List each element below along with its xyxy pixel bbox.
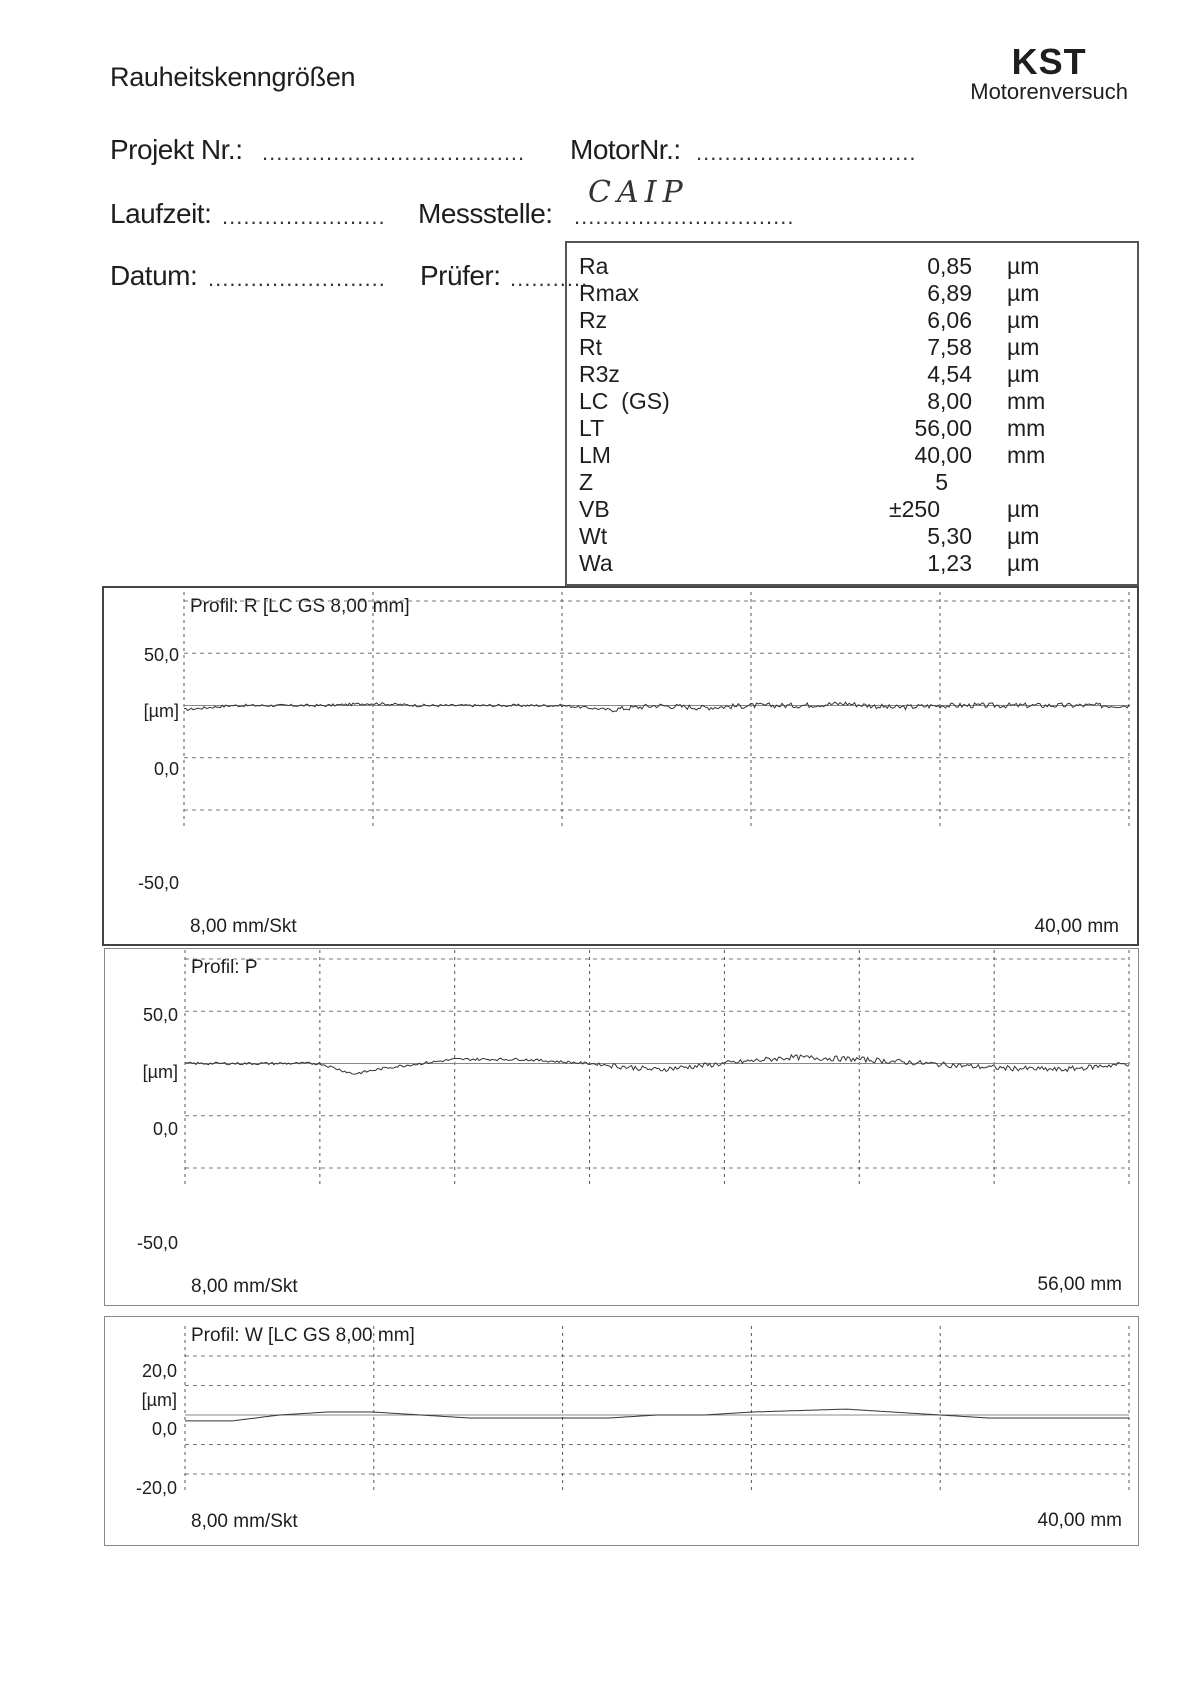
x-scale-label: 8,00 mm/Skt <box>191 1511 298 1532</box>
company-name: KST <box>1011 41 1087 82</box>
param-row <box>567 253 1137 280</box>
datum-field[interactable]: ......................... <box>208 266 386 291</box>
x-end-label: 40,00 mm <box>1034 916 1119 937</box>
param-value: 7,58 <box>927 334 972 360</box>
param-row <box>567 280 1137 307</box>
param-name: LM <box>579 442 611 468</box>
param-value: 4,54 <box>927 361 972 387</box>
y-tick-label: 0,0 <box>153 759 179 779</box>
param-name: Rmax <box>579 280 640 306</box>
param-value: 0,85 <box>927 253 972 279</box>
param-unit: µm <box>1007 523 1040 549</box>
projekt-field[interactable]: ..................................... <box>262 140 526 165</box>
y-axis-label: [µm] <box>142 1062 178 1082</box>
param-row <box>567 415 1137 442</box>
chart-title: Profil: P <box>191 957 258 978</box>
param-unit: µm <box>1007 334 1040 360</box>
param-value: 56,00 <box>914 415 972 441</box>
parameter-table <box>565 241 1139 586</box>
param-row <box>567 307 1137 334</box>
param-value: 1,23 <box>927 550 972 576</box>
param-name: Wa <box>579 550 613 576</box>
param-name: VB <box>579 496 610 522</box>
param-value: 6,06 <box>927 307 972 333</box>
param-row <box>567 469 1137 496</box>
datum-label: Datum: <box>110 260 198 291</box>
profile-p-panel <box>104 948 1139 1306</box>
x-end-label: 40,00 mm <box>1037 1510 1122 1531</box>
param-unit: µm <box>1007 550 1040 576</box>
param-name: LC (GS) <box>579 388 670 414</box>
y-tick-label: 0,0 <box>152 1119 178 1139</box>
x-scale-label: 8,00 mm/Skt <box>190 916 297 937</box>
y-tick-label: -20,0 <box>135 1478 177 1498</box>
param-name: Wt <box>579 523 608 549</box>
param-value: 6,89 <box>927 280 972 306</box>
laufzeit-label: Laufzeit: <box>110 198 212 229</box>
param-value: 8,00 <box>927 388 972 414</box>
param-unit: mm <box>1007 388 1046 414</box>
profile-p-plot <box>105 949 1138 1305</box>
messstelle-label: Messstelle: <box>418 198 553 229</box>
profile-line <box>184 702 1129 712</box>
param-unit: mm <box>1007 415 1046 441</box>
param-row <box>567 388 1137 415</box>
motor-field[interactable]: ............................... <box>696 140 917 165</box>
param-unit: µm <box>1007 253 1040 279</box>
param-row <box>567 334 1137 361</box>
param-value: ±250 <box>889 496 940 522</box>
profile-line <box>185 1055 1129 1075</box>
y-axis-label: [µm] <box>141 1390 177 1410</box>
laufzeit-field[interactable]: ....................... <box>222 204 386 229</box>
param-row <box>567 496 1137 523</box>
param-unit: µm <box>1007 280 1040 306</box>
profile-w-plot <box>105 1317 1138 1545</box>
x-end-label: 56,00 mm <box>1037 1274 1122 1295</box>
pruefer-field[interactable]: ........... <box>510 266 589 291</box>
y-tick-label: 0,0 <box>151 1419 177 1439</box>
y-axis-label: [µm] <box>143 701 179 721</box>
document-title: Rauheitskenngrößen <box>110 62 356 92</box>
param-row <box>567 523 1137 550</box>
param-name: R3z <box>579 361 620 387</box>
param-name: Rz <box>579 307 608 333</box>
y-tick-label: -50,0 <box>137 873 179 893</box>
param-unit: mm <box>1007 442 1046 468</box>
param-name: Ra <box>579 253 609 279</box>
param-value: 40,00 <box>914 442 972 468</box>
param-name: Z <box>579 469 594 495</box>
profile-r-panel <box>102 586 1139 946</box>
chart-title: Profil: R [LC GS 8,00 mm] <box>190 596 410 617</box>
profile-r-plot <box>104 588 1139 946</box>
y-tick-label: 50,0 <box>142 1005 178 1025</box>
profile-w-panel <box>104 1316 1139 1546</box>
param-row <box>567 361 1137 388</box>
messstelle-field[interactable]: ............................... <box>574 204 795 229</box>
company-department: Motorenversuch <box>970 79 1128 104</box>
param-unit: µm <box>1007 361 1040 387</box>
y-tick-label: 50,0 <box>143 645 179 665</box>
param-value: 5 <box>935 469 948 495</box>
param-name: LT <box>579 415 605 441</box>
y-tick-label: -50,0 <box>136 1233 178 1253</box>
messstelle-value: CAIP <box>588 175 689 210</box>
chart-title: Profil: W [LC GS 8,00 mm] <box>191 1325 415 1346</box>
param-value: 5,30 <box>927 523 972 549</box>
param-row <box>567 550 1137 577</box>
y-tick-label: 20,0 <box>141 1361 177 1381</box>
motor-label: MotorNr.: <box>570 134 681 165</box>
projekt-label: Projekt Nr.: <box>110 134 243 165</box>
company-logo <box>970 41 1128 104</box>
pruefer-label: Prüfer: <box>420 260 501 291</box>
param-unit: µm <box>1007 307 1040 333</box>
param-unit: µm <box>1007 496 1040 522</box>
x-scale-label: 8,00 mm/Skt <box>191 1276 298 1297</box>
param-row <box>567 442 1137 469</box>
param-name: Rt <box>579 334 602 360</box>
